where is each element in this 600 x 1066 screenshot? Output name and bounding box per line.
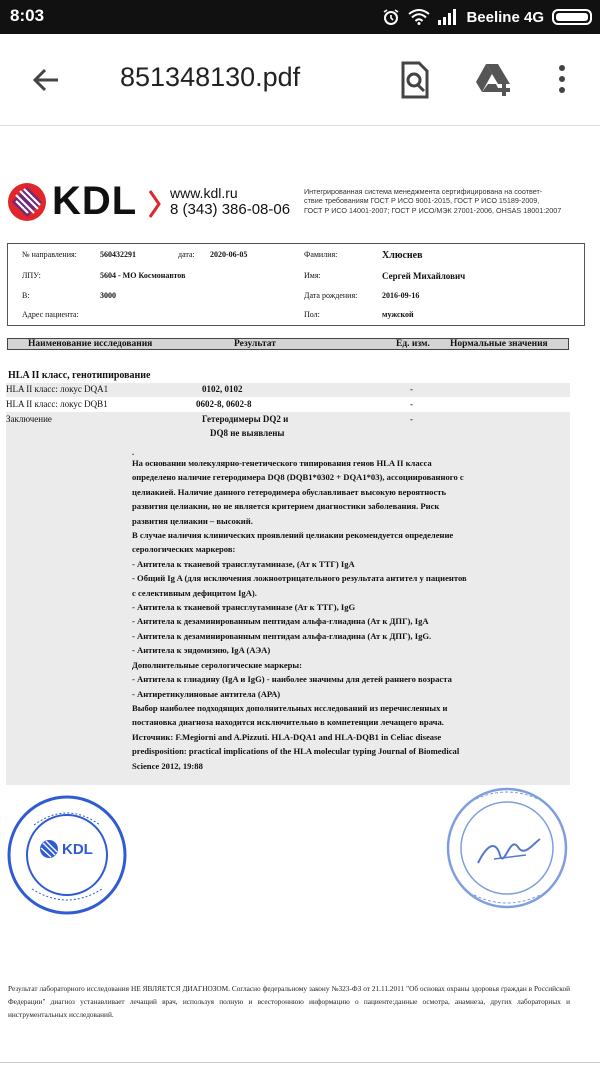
brand-name: KDL: [52, 179, 138, 223]
wifi-icon: [408, 9, 430, 25]
row-test-name: HLA II класс: локус DQB1: [6, 399, 108, 409]
svg-text:KDL: KDL: [62, 841, 93, 858]
chevron-right-icon: [148, 189, 162, 219]
name-value: Сергей Михайлович: [382, 271, 466, 281]
col-normal: Нормальные значения: [450, 339, 548, 349]
conclusion-line: целиакией. Наличие данного гетеродимера обуславливает высокую вероятность: [132, 486, 447, 497]
conclusion-line: развития целиакии – высокий.: [132, 515, 253, 526]
conclusion-text: [132, 448, 562, 773]
sex-value: мужской: [382, 310, 414, 319]
results-table-header: [7, 338, 569, 350]
conclusion-line: - Антитела к дезаминированным пептидам альфа-глиадина (Ат к ДПГ), IgA: [132, 616, 429, 627]
conclusion-block: [6, 412, 570, 785]
lab-website: www.kdl.ru: [170, 185, 238, 201]
file-title: 851348130.pdf: [120, 62, 301, 92]
kdl-logo-icon: [6, 181, 48, 223]
dob-label: Дата рождения:: [304, 291, 358, 300]
cert-line: ствие требованиям ГОСТ Р ИСО 9001-2015, ГОСТ Р ИСО 15189-2009,: [304, 196, 540, 206]
conclusion-line: - Антитела к тканевой трансглутаминазе (Ат к ТТГ), IgG: [132, 602, 356, 613]
conclusion-line: - Антитела к дезаминированным пептидам альфа-глиадина (Ат к ДПГ), IgG.: [132, 630, 432, 641]
battery-icon: [552, 9, 592, 25]
conclusion-line: Дополнительные серологические маркеры:: [132, 659, 302, 670]
conclusion-unit: -: [410, 414, 413, 424]
conclusion-line: - Антиретикулиновые антитела (АРА): [132, 688, 281, 699]
conclusion-line: В случае наличия клинических проявлений целиакии рекомендуется определение: [132, 530, 454, 541]
referral-label: № направления:: [22, 250, 77, 259]
page-divider: [0, 1062, 600, 1063]
referral-value: 560432291: [100, 250, 136, 259]
conclusion-line: серологических маркеров:: [132, 544, 236, 555]
col-unit: Ед. изм.: [396, 339, 430, 349]
address-label: Адрес пациента:: [22, 310, 79, 319]
status-bar: [0, 0, 600, 34]
drive-add-icon[interactable]: [474, 60, 514, 100]
conclusion-line: Источник: F.Megiorni and A.Pizzuti. HLA-DQA1 and HLA-DQB1 in Celiac disease: [132, 731, 442, 742]
conclusion-line: - Антитела к эндомизию, IgA (АЭА): [132, 645, 271, 656]
row-unit: -: [410, 399, 413, 409]
row-test-name: HLA II класс: локус DQA1: [6, 384, 109, 394]
name-label: Имя:: [304, 271, 321, 280]
carrier-label: Beeline 4G: [466, 8, 544, 26]
row-result: 0102, 0102: [202, 384, 243, 394]
row-result: 0602-8, 0602-8: [196, 399, 252, 409]
conclusion-line: - Антитела к глиадину (IgA и IgG) - наиболее значимы для детей раннего возраста: [132, 674, 452, 685]
conclusion-line: .: [132, 447, 135, 457]
conclusion-line: Science 2012, 19:88: [132, 760, 203, 771]
status-time: 8:03: [10, 6, 45, 25]
sex-label: Пол:: [304, 310, 320, 319]
app-bar: [0, 34, 600, 126]
conclusion-line: развития целиакии, но не является критерием диагностики заболевания. Риск: [132, 501, 440, 512]
doctor-stamp-icon: [444, 785, 570, 911]
table-row: [6, 398, 570, 412]
disclaimer-footer: Результат лабораторного исследования НЕ ЯВЛЯЕТСЯ ДИАГНОЗОМ. Согласно федеральному закону №323-ФЗ от 21.11.2011 "Об основах охраны здоровья граждан в Российской Федерации" диагноз устанавливает лечащий врач, используя полную и всестороннюю информацию о пациенте:данные осмотра, анамнеза, других лабораторных и инструментальных исследований.: [8, 984, 570, 1019]
pdf-page: [0, 127, 600, 1066]
row-unit: -: [410, 384, 413, 394]
certification-text: [304, 187, 592, 215]
conclusion-line: постановка диагноза находится исключительно в компетенции лечащего врача.: [132, 717, 444, 728]
date-value: 2020-06-05: [210, 250, 248, 259]
lab-stamp-icon: [4, 793, 130, 917]
conclusion-line: На основании молекулярно-генетического типирования генов HLA II класса: [132, 458, 432, 468]
cert-line: Интегрированная система менеджмента сертифицирована на соответ-: [304, 187, 543, 196]
surname-value: Хлюснев: [382, 250, 423, 261]
conclusion-result-2: DQ8 не выявлены: [210, 428, 285, 438]
conclusion-label: Заключение: [6, 414, 52, 424]
table-row: [6, 383, 570, 397]
conclusion-line: predisposition: practical implications of the HLA molecular typing Journal of Biomedical: [132, 746, 460, 757]
more-vert-icon[interactable]: [552, 60, 572, 100]
col-test-name: Наименование исследования: [28, 339, 153, 349]
v-label: В:: [22, 291, 30, 300]
conclusion-line: определено наличие гетеродимера DQ8 (DQB1*0302 + DQA1*03), ассоциированного с: [132, 472, 464, 483]
section-title: HLA II класс, генотипирование: [8, 370, 151, 381]
v-value: 3000: [100, 291, 116, 300]
signal-icon: [438, 9, 458, 25]
alarm-icon: [382, 8, 400, 26]
dob-value: 2016-09-16: [382, 291, 420, 300]
conclusion-line: Выбор наиболее подходящих дополнительных исследований из перечисленных и: [132, 702, 448, 713]
lab-phone: 8 (343) 386-08-06: [170, 201, 291, 218]
cert-line: ГОСТ Р ИСО 14001-2007; ГОСТ Р ИСО/МЭК 27001-2006, OHSAS 18001:2007: [304, 205, 562, 215]
arrow-back-icon[interactable]: [28, 62, 64, 98]
surname-label: Фамилия:: [304, 250, 338, 259]
conclusion-line: - Общий Ig A (для исключения ложноотрицательного результата антител у пациентов: [132, 573, 467, 584]
date-label: дата:: [178, 250, 195, 259]
patient-info-box: [7, 243, 585, 326]
document-search-icon[interactable]: [397, 60, 433, 100]
col-result: Результат: [234, 339, 276, 349]
conclusion-line: - Антитела к тканевой трансглутаминазе, (Ат к ТТГ) IgA: [132, 558, 355, 569]
conclusion-line: с селективным дефицитом IgA).: [132, 587, 257, 598]
conclusion-result-1: Гетеродимеры DQ2 и: [202, 414, 289, 424]
lpu-value: 5604 - МО Космонавтов: [100, 271, 186, 280]
lpu-label: ЛПУ:: [22, 271, 41, 280]
status-right: [382, 5, 592, 29]
